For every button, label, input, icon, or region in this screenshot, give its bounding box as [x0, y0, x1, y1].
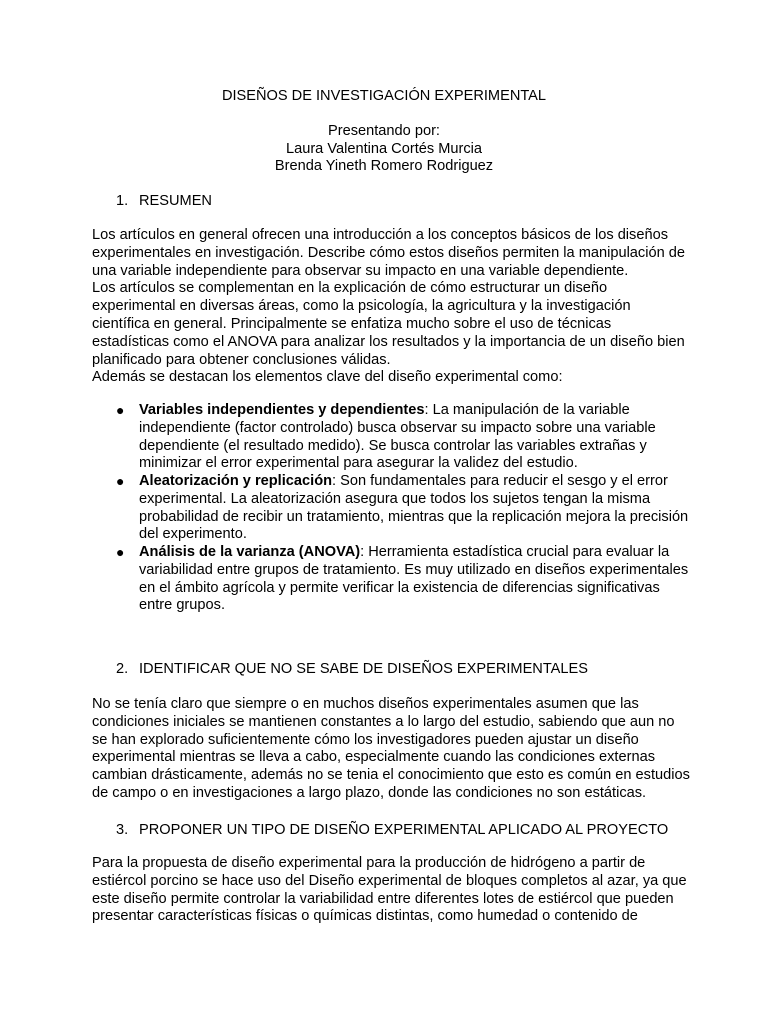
bullet-term: Aleatorización y replicación	[139, 473, 333, 489]
paragraph-line: condiciones iniciales se mantienen constantes a lo largo del estudio, sabiendo que aun no	[92, 713, 675, 730]
bullet-icon: ●	[116, 402, 125, 418]
section-title: PROPONER UN TIPO DE DISEÑO EXPERIMENTAL APLICADO AL PROYECTO	[139, 822, 669, 838]
paragraph-line: experimentales en investigación. Describe cómo estos diseños permiten la manipulación de	[92, 244, 685, 261]
section-heading-identificar	[116, 660, 588, 678]
bullet-line: del experimento.	[139, 526, 247, 543]
paragraph-line: una variable independiente para observar su impacto en una variable dependiente.	[92, 262, 629, 279]
paragraph-line: planificado para obtener conclusiones válidas.	[92, 351, 391, 368]
bullet-text: : Herramienta estadística crucial para evaluar la	[360, 544, 670, 560]
bullet-icon: ●	[116, 473, 125, 489]
section-heading-resumen	[116, 192, 212, 210]
bullet-item-variables	[139, 402, 689, 473]
bullet-line: variabilidad entre grupos de tratamiento. Es muy utilizado en diseños experimentales	[139, 561, 689, 578]
paragraph-line: presentar características físicas o químicas distintas, como humedad o contenido de	[92, 908, 638, 925]
section-heading-proponer	[116, 821, 668, 839]
bullet-text: : La manipulación de la variable	[424, 402, 630, 418]
bullet-line: entre grupos.	[139, 597, 225, 614]
paragraph-line: de campo o en investigaciones a largo plazo, donde las condiciones no son estáticas.	[92, 784, 647, 801]
document-title: DISEÑOS DE INVESTIGACIÓN EXPERIMENTAL	[221, 88, 547, 104]
bullet-term: Análisis de la varianza (ANOVA)	[139, 544, 361, 560]
bullet-term: Variables independientes y dependientes	[139, 402, 425, 418]
paragraph-line: Los artículos en general ofrecen una introducción a los conceptos básicos de los diseños	[92, 227, 668, 243]
section-number: 1.	[116, 193, 129, 209]
section-number: 3.	[116, 822, 129, 838]
paragraph-line: Los artículos se complementan en la explicación de cómo estructurar un diseño	[92, 280, 608, 297]
presented-by-label: Presentando por:	[328, 123, 440, 139]
proposal-paragraph	[92, 855, 687, 926]
bullet-line: dependiente (el resultado medido). Se busca controlar las variables extrañas y	[139, 437, 647, 454]
bullet-line: experimental. La aleatorización asegura que todos los sujetos tengan la misma	[139, 490, 651, 507]
bullet-line: minimizar el error experimental para asegurar la validez del estudio.	[139, 455, 578, 472]
section-number: 2.	[116, 661, 129, 677]
bullet-item-aleatorizacion	[139, 473, 689, 544]
author-name: Laura Valentina Cortés Murcia	[285, 141, 483, 157]
paragraph-line: experimental mientras se lleva a cabo, especialmente cuando las condiciones externas	[92, 749, 655, 766]
bullet-icon: ●	[116, 544, 125, 560]
bullet-line: independiente (factor controlado) busca observar su impacto sobre una variable	[139, 419, 656, 436]
bullet-text: : Son fundamentales para reducir el sesgo y el error	[332, 473, 668, 489]
section-title: IDENTIFICAR QUE NO SE SABE DE DISEÑOS EXPERIMENTALES	[139, 661, 588, 677]
paragraph-line: estadísticas como el ANOVA para analizar los resultados y la importancia de un diseño bien	[92, 333, 685, 350]
summary-paragraph	[92, 227, 685, 387]
paragraph-line: se han explorado suficientemente cómo los investigadores pueden ajustar un diseño	[92, 731, 639, 748]
bullet-line: en el ámbito agrícola y permite verificar la existencia de diferencias significativas	[139, 579, 660, 596]
author-name: Brenda Yineth Romero Rodriguez	[274, 158, 494, 174]
paragraph-line: experimental en diversas áreas, como la psicología, la agricultura y la investigación	[92, 298, 631, 315]
section-title: RESUMEN	[139, 193, 212, 209]
paragraph-line: Además se destacan los elementos clave del diseño experimental como:	[92, 369, 563, 386]
unknowns-paragraph	[92, 696, 690, 803]
paragraph-line: este diseño permite controlar la variabilidad entre diferentes lotes de estiércol que pueden	[92, 890, 674, 907]
paragraph-line: No se tenía claro que siempre o en muchos diseños experimentales asumen que las	[92, 696, 639, 712]
paragraph-line: estiércol porcino se hace uso del Diseño experimental de bloques completos al azar, ya que	[92, 872, 687, 889]
bullet-line: probabilidad de recibir un tratamiento, mientras que la replicación mejora la precisión	[139, 508, 689, 525]
paragraph-line: cambian drásticamente, además no se tenia el conocimiento que esto es común en estudios	[92, 767, 690, 784]
paragraph-line: científica en general. Principalmente se enfatiza mucho sobre el uso de técnicas	[92, 315, 612, 332]
bullet-item-anova	[139, 544, 689, 615]
paragraph-line: Para la propuesta de diseño experimental para la producción de hidrógeno a partir de	[92, 855, 646, 871]
